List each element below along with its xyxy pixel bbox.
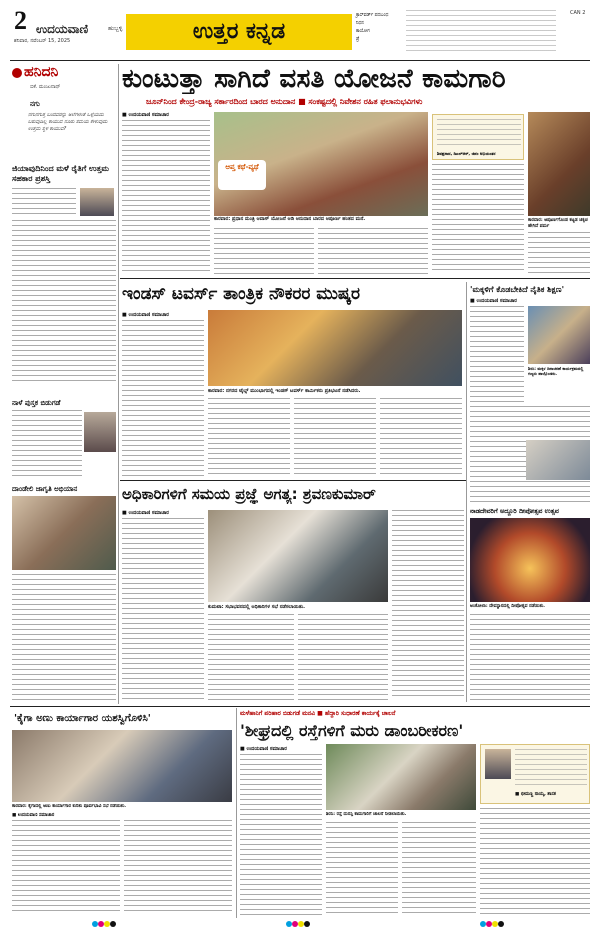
- officer-caption: ಕುಮಟಾ: ಸಭಾಭವನದಲ್ಲಿ ಅಧಿಕಾರಿಗಳ ಸಭೆ ನಡೆಸಲಾಯಿತು.: [208, 604, 306, 610]
- hanidani-icon: [12, 68, 22, 78]
- page-number: 2: [14, 6, 27, 35]
- bottom-byline: ■ ಉದಯವಾಣಿ ಸಮಾಚಾರ: [240, 746, 287, 752]
- bottom-kicker: ಮಳೆಹಾನಿಗೆ ಪರಿಹಾರ ಬಿಡುಗಡೆ ಮನವಿ ■ ಹೆದ್ದಾರಿ ಸುಧಾರಣೆ ಕಾರ್ಯಕ್ಕೆ ಚಾಲನೆ: [240, 710, 396, 717]
- left-story-2: [12, 398, 116, 478]
- main-story-text-col3: [318, 228, 428, 274]
- kaiga-headline: 'ಕೈಗಾ ಅಣು ಕಾರ್ಯಾಗಾರ ಯಶಸ್ವಿಗೊಳಿಸಿ': [14, 713, 151, 724]
- poem-title: ನಗು: [30, 100, 40, 108]
- awareness-photo: [12, 496, 116, 570]
- officer-text-col4: [392, 510, 464, 700]
- house-photo-right: [528, 112, 590, 216]
- left-story-1-text-cont: [12, 220, 116, 384]
- indus-text-col4: [380, 398, 462, 476]
- bottom-headline: 'ಶೀಘ್ರದಲ್ಲಿ ರಸ್ತೆಗಳಿಗೆ ಮರು ಡಾಂಬರೀಕರಣ': [240, 721, 464, 740]
- indus-byline: ■ ಉದಯವಾಣಿ ಸಮಾಚಾರ: [122, 312, 169, 318]
- officer-text-col2: [208, 614, 294, 700]
- hanidani-title: ಹನಿದನಿ: [24, 64, 59, 80]
- section-rule-3: [10, 706, 590, 707]
- left-story-1: [12, 164, 116, 394]
- poem-text: ನಗುನಗುತ್ತ ಬಂದವರನ್ನು ಅಲೆಗಳಂತೆ ಒಳ್ಳೆಯದು ಬರುವುದಿಲ್ಲ ಕಾಯುವ ನೂರು ಸಮಯ ಕೇಳುವುದು ಉತ್ತಮ ಸ್ಥಳ ಕಾಯುವ?: [28, 112, 108, 132]
- index-item: ನಿಧನ: [356, 21, 364, 26]
- indus-text-col1: [122, 320, 204, 476]
- registration-mark: [480, 912, 504, 922]
- index-item: ಕ್ರಾಸ್‌ವರ್ಡ್‌ ಪದಬಂಧ: [356, 13, 389, 18]
- left-story-1-text: [12, 188, 76, 218]
- bottom-text-col1: [240, 754, 322, 916]
- kaiga-text-col1: [12, 820, 120, 914]
- indus-caption: ಕಾರವಾರ: ನಗರದ ಟೈಲ್ಸ್‌ ಮುಂಭಾಗದಲ್ಲಿ ಇಂಡಸ್‌ ಟವರ್ಸ್‌ ಕಾರ್ಮಿಕರು ಪ್ರತಿಭಟನೆ ನಡೆಸಿದರು.: [208, 388, 361, 394]
- right-photo-caption: ಕಾರವಾರ: ಅಪೂರ್ಣಗೊಂಡ ಕಟ್ಟಡ ಚಿಕ್ಕಚ ಹೇಗಿದೆ ಪರ್ಮ: [528, 218, 588, 229]
- section-rule-2: [120, 480, 466, 481]
- index-box: [356, 12, 402, 56]
- left-story-1-headline: ಜಿಯಾವುದಿನಿಂದ ಮಳೆ ರೈತಿಗೆ ಉತ್ತಮ ಸಹಕಾರ ಪ್ರಶಸ್ತಿ: [12, 164, 109, 183]
- moral-photo: [528, 306, 590, 364]
- moral-text-col1: [470, 306, 524, 402]
- officer-text-col3: [298, 614, 388, 700]
- indus-photo: [208, 310, 462, 386]
- index-item: ಡ್ರೆ: [356, 37, 360, 42]
- column-divider-bottom: [236, 708, 237, 918]
- author-photo: [80, 188, 114, 216]
- left-story-2-headline: ನಾಳೆ ಪುಸ್ತಕ ಬಿಡುಗಡೆ: [12, 399, 61, 407]
- officer-headline: ಅಧಿಕಾರಿಗಳಿಗೆ ಸಮಯ ಪ್ರಜ್ಞೆ ಅಗತ್ಯ: ಶ್ರವಣಕುಮಾರ್‌: [122, 485, 376, 503]
- indus-headline: ಇಂಡಸ್‌ ಟವರ್ಸ್‌ ತಾಂತ್ರಿಕ ನೌಕರರ ಮುಷ್ಕರ: [122, 284, 361, 304]
- index-item: ಕಾಯೋಗ: [356, 29, 370, 34]
- column-divider: [118, 64, 119, 704]
- officer-photo: [208, 510, 388, 602]
- moral-inset-photo: [526, 440, 590, 480]
- section-title: ಉತ್ತರ ಕನ್ನಡ: [192, 19, 286, 44]
- section-title-band: [126, 14, 352, 50]
- masthead-rule: [10, 60, 590, 61]
- page-code: CAN 2: [570, 10, 586, 16]
- bottom-quote-box: [480, 744, 590, 804]
- bottom-text-col3: [402, 822, 476, 916]
- officer-byline: ■ ಉದಯವಾಣಿ ಸಮಾಚಾರ: [122, 510, 169, 516]
- road-photo: [326, 744, 476, 810]
- quote-author: ಶಿವಪ್ರಸಾದ, ಡಿಎಲ್‌ಆರ್‌, ಜಿಪಂ ಅಭಿಯಂತರ: [437, 151, 496, 156]
- kaiga-byline: ■ ಉದಯವಾಣಿ ಸಮಾಚಾರ: [12, 813, 55, 818]
- paper-name: ಉದಯವಾಣಿ: [36, 22, 89, 36]
- edition: ಹುಬ್ಬಳ್ಳಿ: [108, 25, 123, 32]
- registration-marks: [92, 912, 532, 922]
- festival-headline: ನಾಡದೇವರಿಗೆ ಅದ್ದೂರಿ ದೀಪೋತ್ಸವ ಉತ್ಸವ: [470, 507, 559, 515]
- quote-box: [432, 114, 524, 160]
- festival-text: [470, 614, 590, 700]
- main-story-text-col4: [432, 164, 524, 274]
- officer-text-col1: [122, 518, 204, 700]
- hanidani-author: ಬಿಕೆ. ಮಂಜುನಾಥ್: [30, 84, 61, 90]
- bottom-quote-text: [515, 749, 587, 785]
- festival-photo: [470, 518, 590, 602]
- bottom-text-col2: [326, 822, 398, 916]
- moral-caption: ಶಿರಸಿ: ಮಕ್ಕಳ ದಿನಾಚರಣೆ ಕಾರ್ಯಕ್ರಮದಲ್ಲಿ ಗಣ್ಯರು ಪಾಲ್ಗೊಂಡರು.: [528, 366, 584, 376]
- main-story-text-col2: [214, 228, 314, 274]
- main-story-text-col5: [528, 232, 590, 274]
- moral-byline: ■ ಉದಯವಾಣಿ ಸಮಾಚಾರ: [470, 298, 517, 304]
- apta-logo: [218, 160, 266, 190]
- main-photo-caption: ಕಾರವಾರ: ಪ್ರಧಾನ ಮಂತ್ರಿ ಆವಾಸ್‌ ಯೋಜನೆ ಅಡಿ ಅನುದಾನ ಬಾರದ ಅಪೂರ್ಣ ಹಂತದ ಮನೆ.: [214, 216, 366, 222]
- main-story-text-col1: [122, 120, 210, 274]
- bottom-text-col4: [480, 808, 590, 916]
- section-rule-1: [120, 278, 590, 279]
- moral-headline: 'ಮಕ್ಕಳಿಗೆ ಕೊಡಬೇಕಿದೆ ನೈತಿಕ ಶಿಕ್ಷಣ': [470, 285, 565, 294]
- main-headline: ಕುಂಟುತ್ತಾ ಸಾಗಿದೆ ವಸತಿ ಯೋಜನೆ ಕಾಮಗಾರಿ: [122, 64, 506, 94]
- mla-photo: [485, 749, 511, 779]
- kaiga-caption: ಕಾರವಾರ: ಕೈಗಾದಲ್ಲಿ ಅಣು ಕಾರ್ಯಾಗಾರ ಕುರಿತು ಪೂರ್ವಭಾವಿ ಸಭೆ ನಡೆಯಿತು.: [12, 804, 127, 809]
- masthead: [14, 8, 590, 68]
- left-story-3-headline: ದಾಂಡೇಲಿ ಜಾಗೃತಿ ಅಭಿಯಾನ: [12, 485, 78, 493]
- road-caption: ಶಿರಸಿ: ರಸ್ತೆ ದುರಸ್ತಿ ಕಾಮಗಾರಿಗೆ ಚಾಲನೆ ನೀಡಲಾಯಿತು.: [326, 812, 407, 817]
- book-photo: [84, 412, 116, 452]
- registration-mark: [92, 912, 116, 922]
- apta-logo-text: ಆಪ್ತ ಕಥೆ-ವ್ಯಥೆ: [225, 163, 259, 171]
- left-story-3-text: [12, 574, 116, 702]
- left-story-2-text: [12, 410, 82, 476]
- bottom-quote-author: ■ ಭೀಮಣ್ಣ ನಾಯ್ಕ, ಶಾಸಕ: [515, 792, 556, 797]
- main-subheadline: ಜೂನ್‌ನಿಂದ ಕೇಂದ್ರ-ರಾಜ್ಯ ಸರ್ಕಾರದಿಂದ ಬಾರದ ಅನುದಾನ ■ ಸಂಕಷ್ಟದಲ್ಲಿ ನಿವೇಶನ ರಹಿತ ಫಲಾನುಭವಿಗಳು: [146, 97, 423, 106]
- left-story-3: [12, 484, 116, 704]
- kaiga-text-col2: [124, 820, 232, 914]
- indus-text-col3: [294, 398, 376, 476]
- festival-caption: ಅಂಕೋಲಾ: ದೇವಸ್ಥಾನದಲ್ಲಿ ದೀಪೋತ್ಸವ ನಡೆಯಿತು.: [470, 604, 545, 609]
- column-divider-right: [466, 282, 467, 702]
- briefs-text: [406, 10, 556, 54]
- indus-text-col2: [208, 398, 290, 476]
- quote-text: [437, 119, 521, 147]
- hanidani-box: [12, 64, 116, 160]
- issue-date: ಶನಿವಾರ, ನವೆಂಬರ್ 15, 2025: [14, 38, 71, 44]
- main-story-byline: ■ ಉದಯವಾಣಿ ಸಮಾಚಾರ: [122, 112, 169, 118]
- kaiga-photo: [12, 730, 232, 802]
- registration-mark: [286, 912, 310, 922]
